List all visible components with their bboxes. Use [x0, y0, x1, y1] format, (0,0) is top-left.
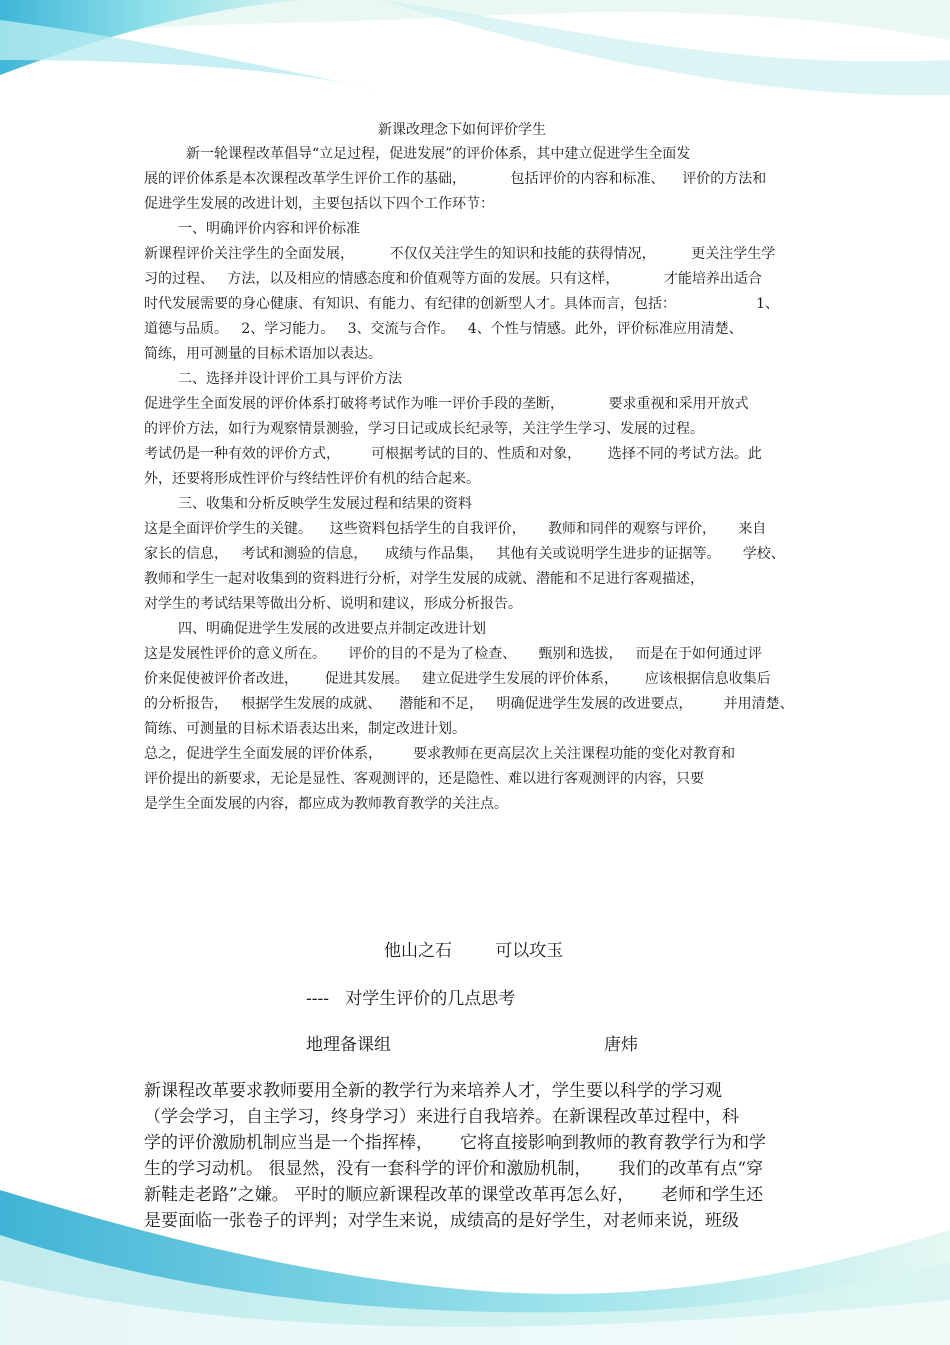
doc2-author: 唐炜 — [604, 1035, 638, 1055]
doc1-line: 展的评价体系是本次课程改革学生评价工作的基础， 包括评价的内容和标准、 评价的方法和 — [144, 171, 767, 187]
doc2-line: 新鞋走老路”之嫌。 平时的顺应新课程改革的课堂改革再怎么好， 老师和学生还 — [144, 1185, 764, 1205]
section-heading-2: 二、选择并设计评价工具与评价方法 — [178, 371, 402, 387]
doc1-line: 道德与品质。 2、学习能力。 3、交流与合作。 4、个性与情感。此外，评价标准应用清楚、 — [144, 321, 743, 337]
doc1-line: 价来促使被评价者改进， 促进其发展。 建立促进学生发展的评价体系， 应该根据信息收集后 — [144, 671, 771, 687]
doc2-line: 生的学习动机。 很显然，没有一套科学的评价和激励机制， 我们的改革有点“穿 — [144, 1159, 764, 1179]
doc1-line: 外，还要将形成性评价与终结性评价有机的结合起来。 — [144, 471, 480, 487]
doc2-line: 是要面临一张卷子的评判；对学生来说，成绩高的是好学生，对老师来说，班级 — [144, 1211, 739, 1231]
doc2-group: 地理备课组 — [306, 1035, 391, 1055]
doc1-line: 总之，促进学生全面发展的评价体系， 要求教师在更高层次上关注课程功能的变化对教育和 — [144, 746, 736, 762]
section-heading-1: 一、明确评价内容和评价标准 — [178, 221, 360, 237]
section-heading-4: 四、明确促进学生发展的改进要点并制定改进计划 — [178, 621, 486, 637]
doc1-line: 对学生的考试结果等做出分析、说明和建议，形成分析报告。 — [144, 596, 522, 612]
doc2-line: 学的评价激励机制应当是一个指挥棒， 它将直接影响到教师的教育教学行为和学 — [144, 1133, 767, 1153]
section-heading-3: 三、收集和分析反映学生发展过程和结果的资料 — [178, 496, 472, 512]
doc2-line: （学会学习，自主学习，终身学习）来进行自我培养。在新课程改革过程中，科 — [144, 1107, 739, 1127]
doc1-title: 新课改理念下如何评价学生 — [378, 122, 546, 138]
doc1-line: 是学生全面发展的内容，都应成为教师教育教学的关注点。 — [144, 796, 508, 812]
doc1-line: 新课程评价关注学生的全面发展， 不仅仅关注学生的知识和技能的获得情况， 更关注学生学 — [144, 246, 776, 262]
doc2-line: 新课程改革要求教师要用全新的教学行为来培养人才，学生要以科学的学习观 — [144, 1081, 722, 1101]
doc1-line: 评价提出的新要求，无论是显性、客观测评的，还是隐性、难以进行客观测评的内容，只要 — [144, 771, 704, 787]
doc1-line: 家长的信息， 考试和测验的信息， 成绩与作品集， 其他有关或说明学生进步的证据等。 学校、 — [144, 546, 785, 562]
doc1-line: 促进学生发展的改进计划，主要包括以下四个工作环节： — [144, 196, 494, 212]
doc1-line: 的评价方法，如行为观察情景测验，学习日记或成长纪录等，关注学生学习、发展的过程。 — [144, 421, 704, 437]
doc1-line: 考试仍是一种有效的评价方式， 可根据考试的目的、性质和对象， 选择不同的考试方法。此 — [144, 446, 762, 462]
doc1-line: 促进学生全面发展的评价体系打破将考试作为唯一评价手段的垄断， 要求重视和采用开放式 — [144, 396, 749, 412]
doc1-line: 新一轮课程改革倡导“立足过程，促进发展”的评价体系，其中建立促进学生全面发 — [186, 146, 691, 162]
doc1-line: 这是全面评价学生的关键。 这些资料包括学生的自我评价， 教师和同伴的观察与评价， 来自 — [144, 521, 767, 537]
doc1-line: 这是发展性评价的意义所在。 评价的目的不是为了检查、 甄别和选拔， 而是在于如何通过评 — [144, 646, 762, 662]
doc1-line: 的分析报告， 根据学生发展的成就、 潜能和不足， 明确促进学生发展的改进要点， 并用清楚、 — [144, 696, 794, 712]
doc1-line: 时代发展需要的身心健康、有知识、有能力、有纪律的创新型人才。具体而言，包括： 1、 — [144, 296, 780, 312]
doc1-line: 简练，用可测量的目标术语加以表达。 — [144, 346, 382, 362]
doc2-subtitle: ---- 对学生评价的几点思考 — [306, 989, 516, 1009]
doc2-title: 他山之石 可以攻玉 — [384, 941, 564, 961]
doc1-line: 习的过程、 方法，以及相应的情感态度和价值观等方面的发展。只有这样， 才能培养出适合 — [144, 271, 762, 287]
doc1-line: 简练、可测量的目标术语表达出来，制定改进计划。 — [144, 721, 466, 737]
doc1-line: 教师和学生一起对收集到的资料进行分析，对学生发展的成就、潜能和不足进行客观描述， — [144, 571, 704, 587]
